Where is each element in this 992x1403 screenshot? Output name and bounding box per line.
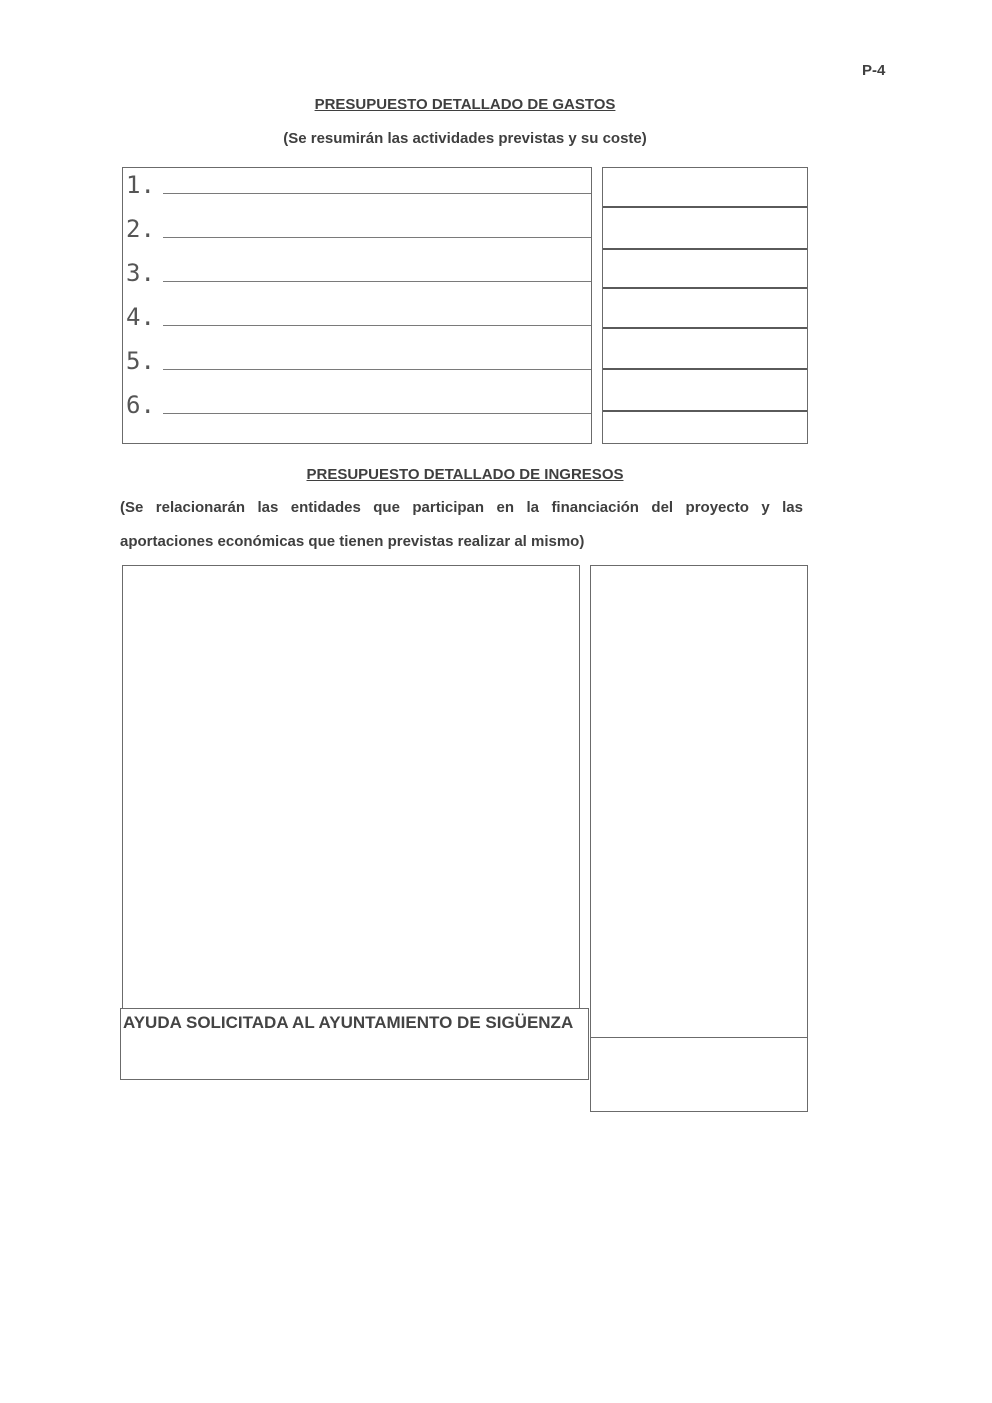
amount-cell-separator (603, 248, 807, 250)
expense-line-number: 2. (126, 215, 155, 243)
expense-amounts-box (602, 167, 808, 444)
amount-cell-separator (603, 206, 807, 208)
expense-line-number: 6. (126, 391, 155, 419)
expense-line[interactable] (126, 302, 591, 332)
aid-amount-box[interactable] (590, 1037, 808, 1112)
expense-line-number: 4. (126, 303, 155, 331)
expense-line[interactable] (126, 390, 591, 420)
expense-line-number: 3. (126, 259, 155, 287)
expense-line-rule (163, 325, 591, 326)
expense-line-rule (163, 193, 591, 194)
amount-cell-separator (603, 410, 807, 412)
income-amounts-box[interactable] (590, 565, 808, 1038)
amount-cell-separator (603, 368, 807, 370)
expense-line[interactable] (126, 214, 591, 244)
aid-request-label: AYUDA SOLICITADA AL AYUNTAMIENTO DE SIGÜENZA (123, 1013, 574, 1032)
amount-cell-separator (603, 327, 807, 329)
expense-line-rule (163, 369, 591, 370)
expense-line-number: 1. (126, 171, 155, 199)
expenses-title: PRESUPUESTO DETALLADO DE GASTOS (314, 96, 616, 113)
expense-line-number: 5. (126, 347, 155, 375)
expense-line[interactable] (126, 170, 591, 200)
income-entities-box[interactable] (122, 565, 580, 1010)
income-description-line2: aportaciones económicas que tienen previstas realizar al mismo) (120, 533, 585, 550)
expense-line-rule (163, 237, 591, 238)
page-code: P-4 (862, 62, 886, 79)
expense-line-rule (163, 281, 591, 282)
expense-line[interactable] (126, 346, 591, 376)
income-title: PRESUPUESTO DETALLADO DE INGRESOS (306, 466, 624, 483)
amount-cell-separator (603, 287, 807, 289)
expense-line[interactable] (126, 258, 591, 288)
expenses-subtitle: (Se resumirán las actividades previstas y su coste) (283, 130, 647, 147)
expense-line-rule (163, 413, 591, 414)
income-description-line1: (Se relacionarán las entidades que participan en la financiación del proyecto y las (120, 499, 803, 516)
